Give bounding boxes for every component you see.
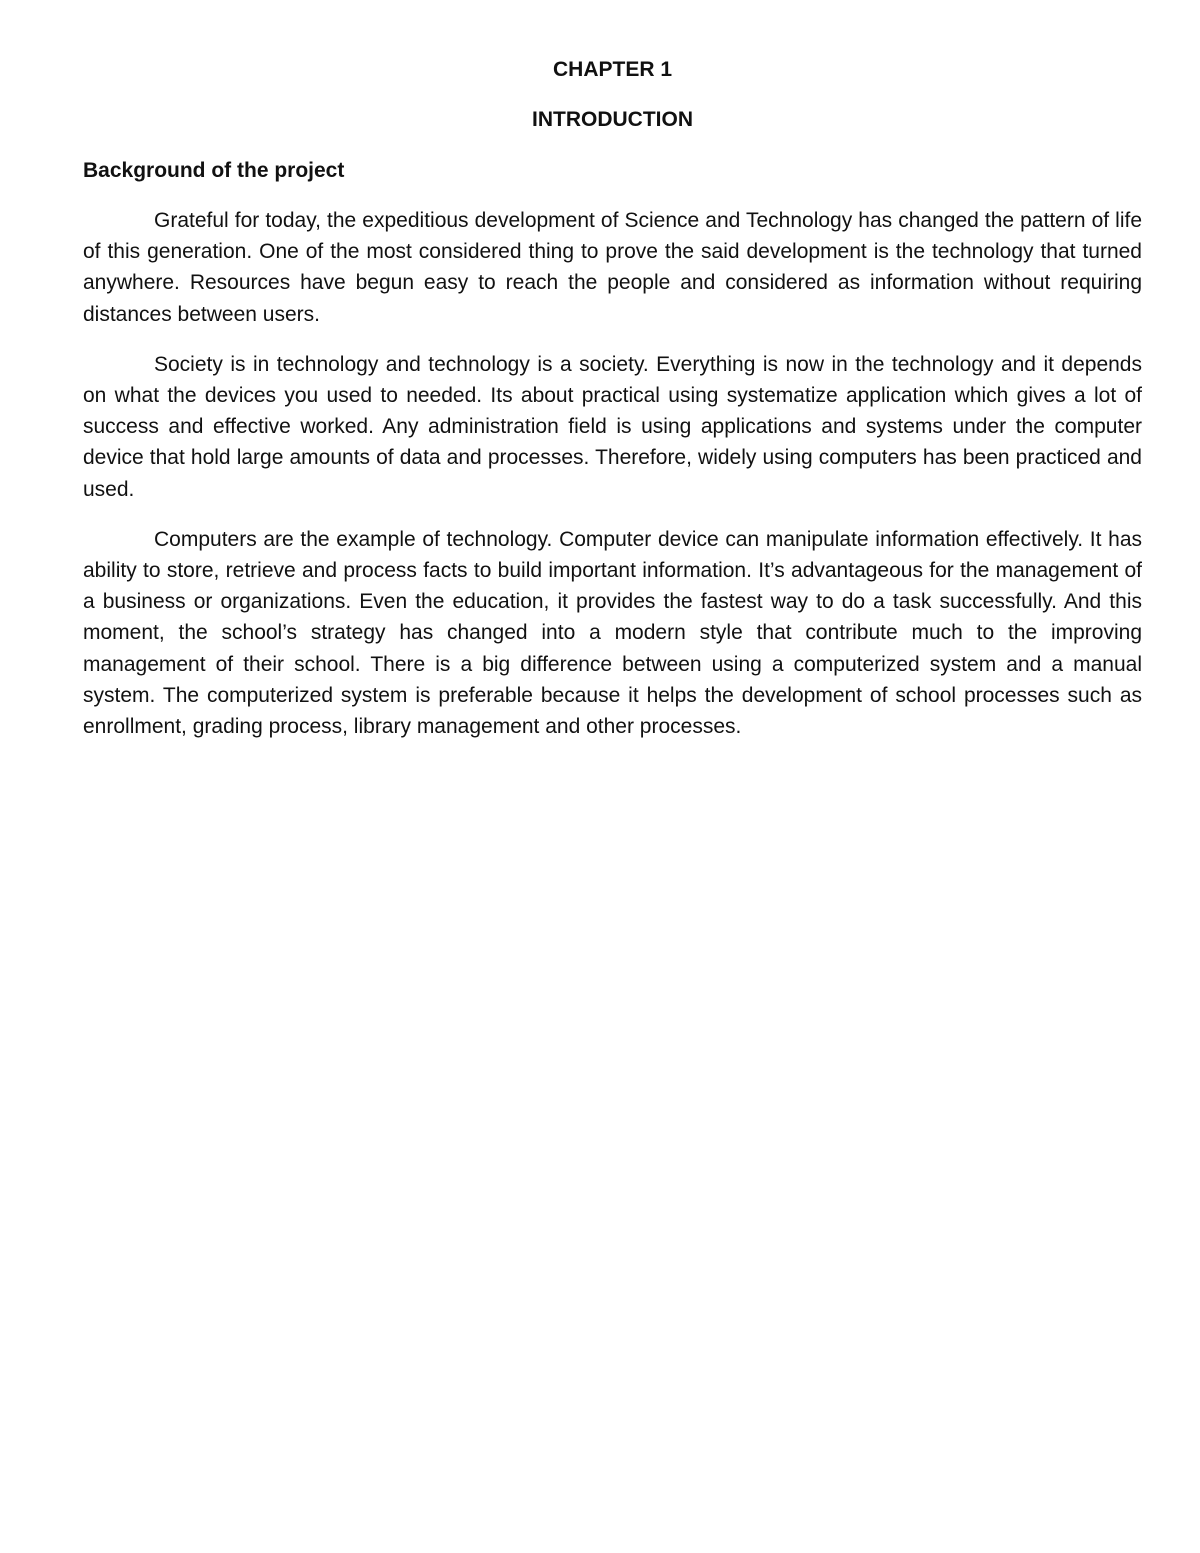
section-heading: Background of the project [83,159,345,182]
page-content [83,54,1142,742]
body-paragraph-2: Society is in technology and technology is a society. Everything is now in the technology and it depends on what the devices you used to needed. Its about practical using systematize application which gives a lot of success and effective worked. Any administration field is using applications and systems under the computer device that hold large amounts of data and processes. Therefore, widely using computers has been practiced and used. [83,352,1142,501]
chapter-heading: CHAPTER 1 [552,58,673,81]
body-paragraph-1: Grateful for today, the expeditious development of Science and Technology has changed the pattern of life of this generation. One of the most considered thing to prove the said development is the technology that turned anywhere. Resources have begun easy to reach the people and considered as information without requiring distances between users. [83,209,1142,326]
body-paragraph-3: Computers are the example of technology. Computer device can manipulate information effectively. It has ability to store, retrieve and process facts to build important information. It’s advantageous for the management of a business or organizations. Even the education, it provides the fastest way to do a task successfully. And this moment, the school’s strategy has changed into a modern style that contribute much to the improving management of their school. There is a big difference between using a computerized system and a manual system. The computerized system is preferable because it helps the development of school processes such as enrollment, grading process, library management and other processes. [83,527,1142,739]
chapter-title: INTRODUCTION [532,108,693,131]
